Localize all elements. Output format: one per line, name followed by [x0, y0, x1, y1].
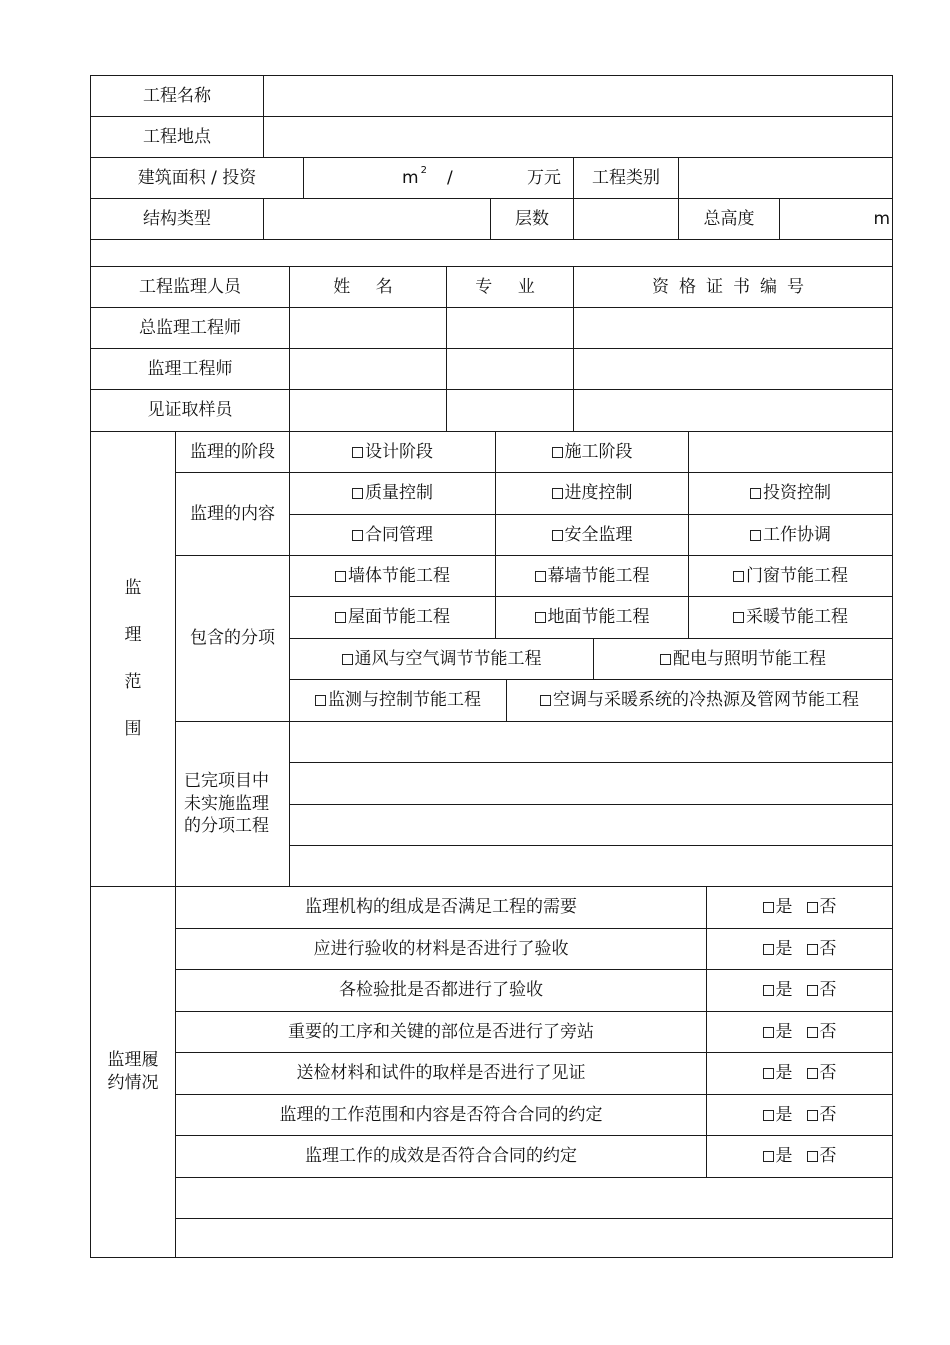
- item-heating[interactable]: 采暖节能工程: [688, 596, 893, 639]
- item-hvac-source[interactable]: 空调与采暖系统的冷热源及管网节能工程: [506, 679, 893, 722]
- checkbox-icon[interactable]: [763, 1068, 774, 1079]
- stage-construction[interactable]: 施工阶段: [495, 431, 689, 473]
- performance-label: 监理履约情况: [90, 886, 176, 1258]
- answer-6[interactable]: 是 否: [706, 1094, 893, 1136]
- items-label: 包含的分项: [175, 555, 290, 722]
- project-location-label: 工程地点: [90, 116, 264, 158]
- item-door-window[interactable]: 门窗节能工程: [688, 555, 893, 597]
- project-category-label: 工程类别: [573, 157, 679, 199]
- checkbox-icon[interactable]: [807, 1151, 818, 1162]
- structure-type-label: 结构类型: [90, 198, 264, 240]
- item-monitoring[interactable]: 监测与控制节能工程: [289, 679, 507, 722]
- engineer-major[interactable]: [446, 348, 574, 390]
- personnel-header: 工程监理人员: [90, 266, 290, 308]
- total-height-field[interactable]: [779, 198, 893, 240]
- sampler-cert[interactable]: [573, 389, 893, 432]
- project-location-field[interactable]: [263, 116, 893, 158]
- checkbox-icon[interactable]: [807, 944, 818, 955]
- sampler-major[interactable]: [446, 389, 574, 432]
- item-floor[interactable]: 地面节能工程: [495, 596, 689, 639]
- checkbox-icon[interactable]: [352, 488, 363, 499]
- checkbox-icon[interactable]: [807, 1068, 818, 1079]
- role-engineer: 监理工程师: [90, 348, 290, 390]
- content-safety[interactable]: 安全监理: [495, 514, 689, 556]
- checkbox-icon[interactable]: [342, 654, 353, 665]
- checkbox-icon[interactable]: [552, 447, 563, 458]
- cert-col-header: 资格证书编号: [573, 266, 893, 308]
- answer-7[interactable]: 是 否: [706, 1135, 893, 1178]
- performance-blank-row-2[interactable]: [175, 1218, 893, 1258]
- checkbox-icon[interactable]: [763, 1027, 774, 1038]
- structure-type-field[interactable]: [263, 198, 491, 240]
- item-roof[interactable]: 屋面节能工程: [289, 596, 496, 639]
- role-sampler: 见证取样员: [90, 389, 290, 432]
- content-quality[interactable]: 质量控制: [289, 472, 496, 515]
- checkbox-icon[interactable]: [807, 1027, 818, 1038]
- checkbox-icon[interactable]: [807, 985, 818, 996]
- checkbox-icon[interactable]: [335, 612, 346, 623]
- chief-engineer-name[interactable]: [289, 307, 447, 349]
- checkbox-icon[interactable]: [535, 612, 546, 623]
- checkbox-icon[interactable]: [552, 488, 563, 499]
- project-category-field[interactable]: [678, 157, 893, 199]
- checkbox-icon[interactable]: [750, 488, 761, 499]
- project-name-label: 工程名称: [90, 75, 264, 117]
- question-2: 应进行验收的材料是否进行了验收: [175, 928, 707, 970]
- content-progress[interactable]: 进度控制: [495, 472, 689, 515]
- checkbox-icon[interactable]: [763, 985, 774, 996]
- area-investment-field[interactable]: [303, 157, 574, 199]
- item-curtain-wall[interactable]: 幕墙节能工程: [495, 555, 689, 597]
- question-3: 各检验批是否都进行了验收: [175, 969, 707, 1012]
- floors-field[interactable]: [573, 198, 679, 240]
- checkbox-icon[interactable]: [733, 571, 744, 582]
- total-height-label: 总高度: [678, 198, 780, 240]
- role-chief-engineer: 总监理工程师: [90, 307, 290, 349]
- sampler-name[interactable]: [289, 389, 447, 432]
- question-7: 监理工作的成效是否符合合同的约定: [175, 1135, 707, 1178]
- content-investment[interactable]: 投资控制: [688, 472, 893, 515]
- scope-label: 监 理 范 围: [90, 431, 176, 887]
- name-col-header: 姓 名: [289, 266, 447, 308]
- unsupervised-row-3[interactable]: [289, 804, 893, 846]
- area-investment-label: 建筑面积 / 投资: [90, 157, 304, 199]
- item-power-lighting[interactable]: 配电与照明节能工程: [593, 638, 893, 680]
- checkbox-icon[interactable]: [335, 571, 346, 582]
- unsupervised-row-2[interactable]: [289, 762, 893, 805]
- floors-label: 层数: [490, 198, 574, 240]
- checkbox-icon[interactable]: [763, 902, 774, 913]
- checkbox-icon[interactable]: [352, 447, 363, 458]
- chief-engineer-major[interactable]: [446, 307, 574, 349]
- checkbox-icon[interactable]: [552, 530, 563, 541]
- checkbox-icon[interactable]: [750, 530, 761, 541]
- question-5: 送检材料和试件的取样是否进行了见证: [175, 1052, 707, 1095]
- project-name-field[interactable]: [263, 75, 893, 117]
- answer-4[interactable]: 是 否: [706, 1011, 893, 1053]
- checkbox-icon[interactable]: [535, 571, 546, 582]
- investment-unit: 万元: [527, 168, 561, 188]
- stage-empty: [688, 431, 893, 473]
- engineer-name[interactable]: [289, 348, 447, 390]
- checkbox-icon[interactable]: [660, 654, 671, 665]
- stage-label: 监理的阶段: [175, 431, 290, 473]
- question-4: 重要的工序和关键的部位是否进行了旁站: [175, 1011, 707, 1053]
- checkbox-icon[interactable]: [763, 1110, 774, 1121]
- performance-blank-row-1[interactable]: [175, 1177, 893, 1219]
- content-label: 监理的内容: [175, 472, 290, 556]
- engineer-cert[interactable]: [573, 348, 893, 390]
- answer-3[interactable]: 是 否: [706, 969, 893, 1012]
- unsupervised-row-1[interactable]: [289, 721, 893, 763]
- stage-design[interactable]: 设计阶段: [289, 431, 496, 473]
- item-wall[interactable]: 墙体节能工程: [289, 555, 496, 597]
- height-unit: m: [873, 208, 890, 229]
- major-col-header: 专 业: [446, 266, 574, 308]
- answer-2[interactable]: 是 否: [706, 928, 893, 970]
- slash: /: [447, 168, 453, 188]
- spacer-row: [90, 239, 893, 267]
- checkbox-icon[interactable]: [763, 1151, 774, 1162]
- content-contract[interactable]: 合同管理: [289, 514, 496, 556]
- unsupervised-label: 已完项目中未实施监理的分项工程: [175, 721, 290, 887]
- checkbox-icon[interactable]: [807, 1110, 818, 1121]
- unsupervised-row-4[interactable]: [289, 845, 893, 887]
- checkbox-icon[interactable]: [352, 530, 363, 541]
- content-coordination[interactable]: 工作协调: [688, 514, 893, 556]
- checkbox-icon[interactable]: [315, 695, 326, 706]
- checkbox-icon[interactable]: [763, 944, 774, 955]
- question-1: 监理机构的组成是否满足工程的需要: [175, 886, 707, 929]
- question-6: 监理的工作范围和内容是否符合合同的约定: [175, 1094, 707, 1136]
- answer-1[interactable]: 是 否: [706, 886, 893, 929]
- answer-5[interactable]: 是 否: [706, 1052, 893, 1095]
- checkbox-icon[interactable]: [807, 902, 818, 913]
- area-unit: m $^2$: [402, 165, 427, 188]
- checkbox-icon[interactable]: [733, 612, 744, 623]
- item-ventilation[interactable]: 通风与空气调节节能工程: [289, 638, 594, 680]
- checkbox-icon[interactable]: [540, 695, 551, 706]
- chief-engineer-cert[interactable]: [573, 307, 893, 349]
